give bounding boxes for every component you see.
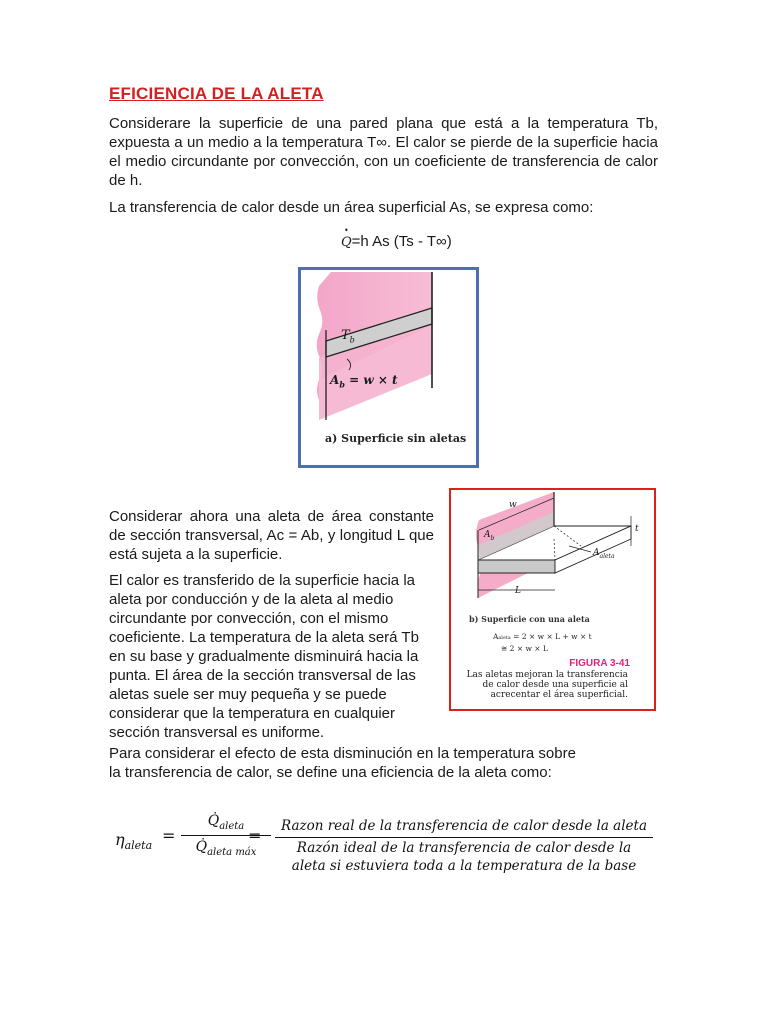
fin-intro-paragraph: Considerar ahora una aleta de área constante de sección transversal, Ac = Ab, y longitud L que está sujeta a la superficie.: [109, 508, 434, 563]
heat-transfer-paragraph: La transferencia de calor desde un área superficial As, se expresa como:: [109, 199, 594, 216]
ratio-numerator: Razon real de la transferencia de calor desde la aleta: [280, 818, 647, 834]
page-title: EFICIENCIA DE LA ALETA: [109, 84, 324, 103]
t-label: t: [635, 524, 639, 534]
efficiency-paragraph: Para considerar el efecto de esta disminución en la temperatura sobre la transferencia de calor, se define una eficiencia de la aleta como:: [109, 745, 576, 781]
figure-b-subcaption: b) Superficie con una aleta: [469, 614, 590, 624]
fraction-bar: [275, 837, 653, 838]
figure-b-caption: Las aletas mejoran la transferencia de calor desde una superficie al acrecentar el área superficial.: [466, 670, 628, 700]
eta-symbol: $\eta_{aleta}$: [115, 830, 153, 853]
equals-sign: =: [248, 826, 262, 845]
ratio-denominator-line1: Razón ideal de la transferencia de calor desde la: [296, 840, 632, 856]
q-numerator: $Q̇_{aleta}$: [207, 813, 245, 832]
fin-area-equation: Aₐₗₑₜₐ = 2 × w × L + w × t: [493, 632, 592, 641]
fin-front: [478, 560, 555, 573]
convection-expression: =h As (Ts - T∞): [351, 233, 452, 250]
tb-label: $T_b$: [341, 328, 355, 345]
figure-a-caption: a) Superficie sin aletas: [325, 432, 467, 445]
figure-number: FIGURA 3-41: [569, 658, 630, 669]
fin-conduction-paragraph: El calor es transferido de la superficie hacia la aleta por conducción y de la aleta al medio circundante por convección, con el mismo coeficiente. La temperatura de la aleta será Tb en su base y gradualmente disminuirá hacia la punta. El área de la sección transversal de las aletas suele ser muy pequeña y se puede considerar que la temperatura en cualquier sección transversal es uniforme.: [109, 572, 419, 741]
figure-surface-without-fins: [298, 267, 479, 468]
intro-paragraph: Considerare la superficie de una pared plana que está a la temperatura Tb, expuesta a un medio a la temperatura T∞. El calor se pierde de la superficie hacia el medio circundante por convección, con un coeficiente de transferencia de calor de h.: [109, 115, 658, 189]
w-label: w: [509, 500, 517, 510]
q-denominator: $Q̇_{aleta máx}$: [195, 838, 257, 858]
convection-formula: [341, 233, 452, 250]
l-label: L: [515, 586, 521, 596]
figure-b-diagram: [451, 490, 654, 615]
ab-equation: $A_b = w \times t$: [330, 373, 398, 390]
fin-area-approx: ≅ 2 × w × L: [501, 644, 548, 653]
q-dot-symbol: • Q: [341, 235, 352, 250]
figure-surface-with-fin: [449, 488, 656, 711]
ratio-denominator-line2: aleta si estuviera toda a la temperatura de la base: [291, 858, 637, 874]
aaleta-label: $A_{aleta}$: [593, 548, 615, 560]
equals-sign: =: [162, 826, 176, 845]
ab-label: $A_b$: [484, 530, 495, 542]
